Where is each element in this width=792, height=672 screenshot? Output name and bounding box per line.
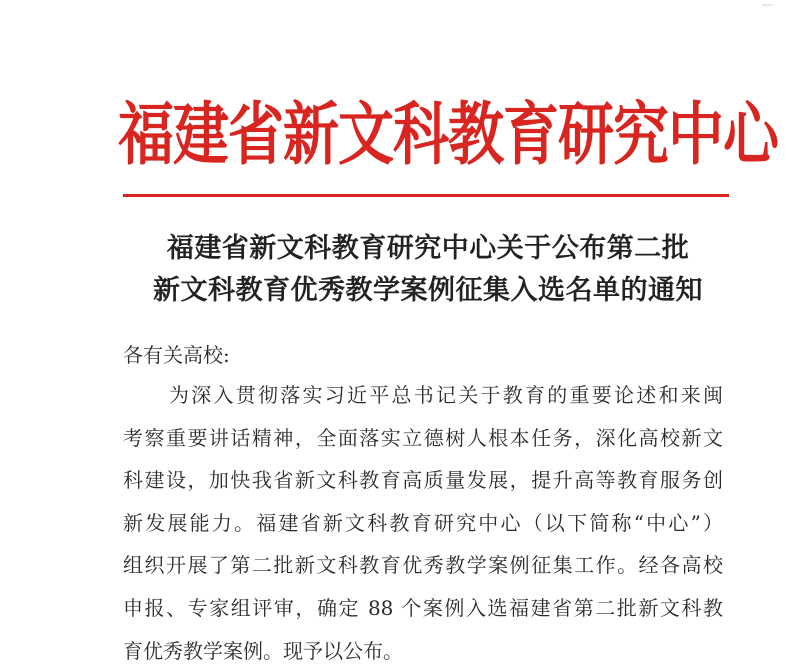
- scan-mark: [762, 4, 772, 6]
- body-paragraph: [123, 374, 723, 672]
- body-line: 组织开展了第二批新文科教育优秀教学案例征集工作。经各高校: [123, 553, 723, 578]
- body-line: 考察重要讲话精神，全面落实立德树人根本任务，深化高校新文: [123, 425, 723, 450]
- title-line-1: 福建省新文科教育研究中心关于公布第二批: [166, 233, 690, 264]
- body-line: 新发展能力。福建省新文科教育研究中心（以下简称“中心”）: [123, 510, 723, 535]
- title-line-2: 新文科教育优秀教学案例征集入选名单的通知: [153, 275, 703, 306]
- masthead-red-rule: [123, 194, 729, 197]
- salutation: 各有关高校:: [123, 343, 230, 367]
- body-line: 为深入贯彻落实习近平总书记关于教育的重要论述和来闽: [169, 383, 723, 407]
- body-line: 申报、专家组评审，确定 88 个案例入选福建省第二批新文科教: [123, 595, 723, 620]
- body-line: 科建设，加快我省新文科教育高质量发展，提升高等教育服务创: [123, 468, 723, 493]
- masthead-org-name: 福建省新文科教育研究中心: [118, 95, 778, 176]
- body-line: 育优秀教学案例。现予以公布。: [123, 638, 403, 663]
- document-title: [118, 228, 738, 312]
